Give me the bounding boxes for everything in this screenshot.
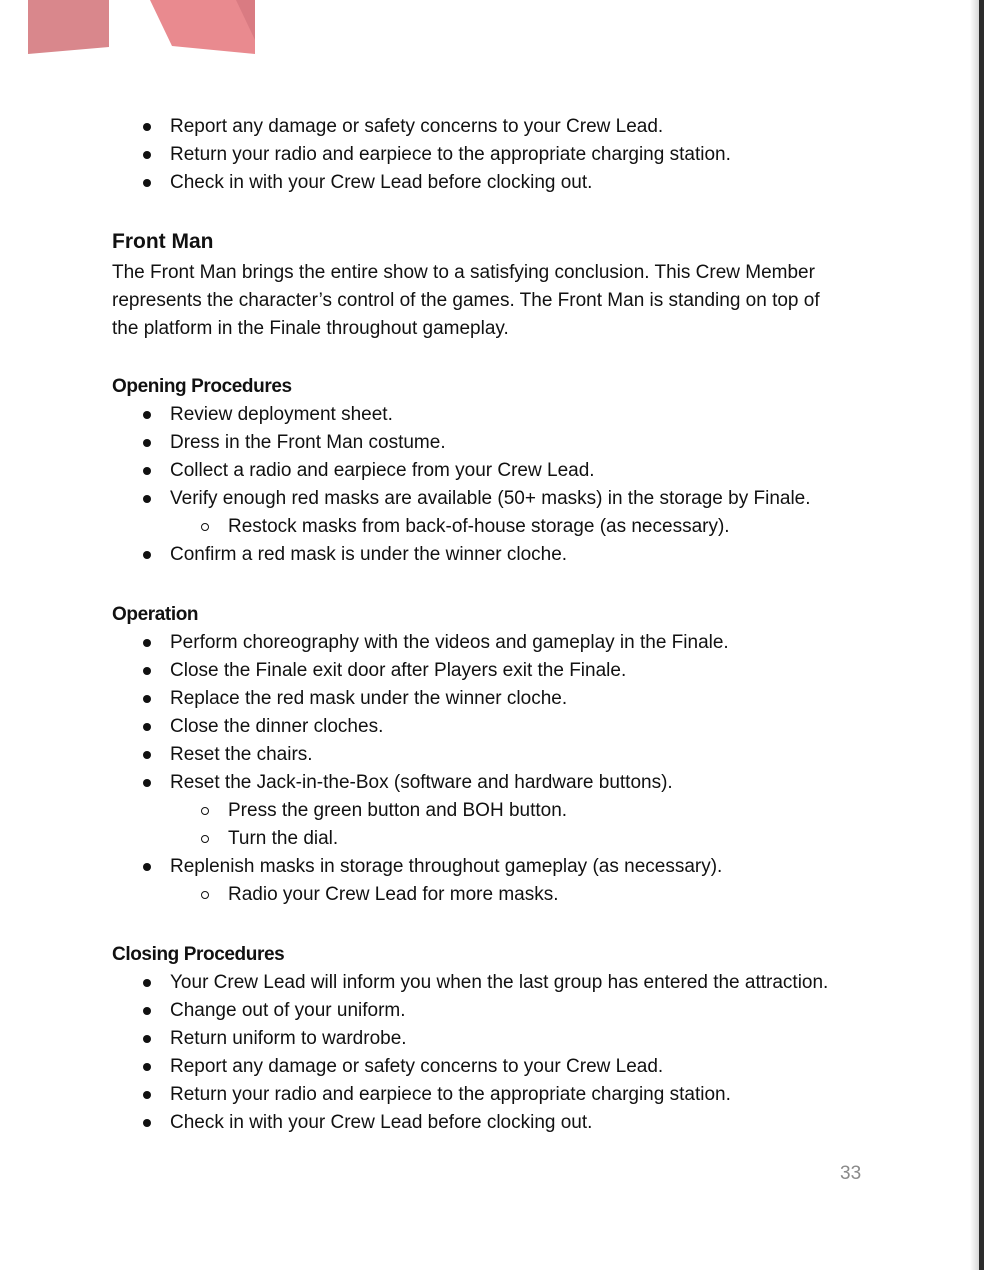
list-item: Return your radio and earpiece to the appropriate charging station. (0, 1081, 984, 1109)
bullet-icon (143, 723, 151, 731)
list-item: Check in with your Crew Lead before clocking out. (0, 169, 984, 197)
hollow-bullet-icon (201, 891, 209, 899)
list-item: Confirm a red mask is under the winner cloche. (0, 541, 984, 569)
sub-list-item: Press the green button and BOH button. (0, 797, 984, 825)
operation-heading: Operation (112, 604, 199, 625)
operation-list (0, 629, 984, 909)
bullet-icon (143, 695, 151, 703)
intro-line: the platform in the Finale throughout gameplay. (112, 318, 509, 339)
page-edge (979, 0, 984, 1270)
sub-list-item: Turn the dial. (0, 825, 984, 853)
list-item: Replenish masks in storage throughout gameplay (as necessary). (0, 853, 984, 881)
section-intro (112, 259, 872, 343)
header-decoration (0, 0, 270, 60)
list-item: Your Crew Lead will inform you when the last group has entered the attraction. (0, 969, 984, 997)
sub-list-item: Radio your Crew Lead for more masks. (0, 881, 984, 909)
bullet-icon (143, 1119, 151, 1127)
decor-shape-left (28, 0, 109, 54)
bullet-icon (143, 1063, 151, 1071)
bullet-icon (143, 551, 151, 559)
bullet-icon (143, 1007, 151, 1015)
list-item: Replace the red mask under the winner cloche. (0, 685, 984, 713)
bullet-icon (143, 495, 151, 503)
opening-procedures-heading: Opening Procedures (112, 376, 292, 397)
list-item: Perform choreography with the videos and gameplay in the Finale. (0, 629, 984, 657)
bullet-icon (143, 467, 151, 475)
list-item: Return uniform to wardrobe. (0, 1025, 984, 1053)
list-item: Review deployment sheet. (0, 401, 984, 429)
list-item: Close the dinner cloches. (0, 713, 984, 741)
intro-line: The Front Man brings the entire show to a satisfying conclusion. This Crew Member (112, 262, 815, 283)
decor-shape-right (150, 0, 255, 54)
list-item: Reset the Jack-in-the-Box (software and hardware buttons). (0, 769, 984, 797)
bullet-icon (143, 179, 151, 187)
sub-list-item: Restock masks from back-of-house storage (as necessary). (0, 513, 984, 541)
bullet-icon (143, 667, 151, 675)
intro-line: represents the character’s control of the games. The Front Man is standing on top of (112, 290, 820, 311)
bullet-icon (143, 1091, 151, 1099)
bullet-icon (143, 639, 151, 647)
hollow-bullet-icon (201, 807, 209, 815)
section-title: Front Man (112, 230, 214, 253)
list-item: Dress in the Front Man costume. (0, 429, 984, 457)
closing-procedures-heading: Closing Procedures (112, 944, 285, 965)
closing-procedures-list (0, 969, 984, 1137)
page-edge-shadow (970, 0, 979, 1270)
list-item: Close the Finale exit door after Players exit the Finale. (0, 657, 984, 685)
hollow-bullet-icon (201, 835, 209, 843)
hollow-bullet-icon (201, 523, 209, 531)
bullet-icon (143, 863, 151, 871)
bullet-icon (143, 751, 151, 759)
list-item: Return your radio and earpiece to the appropriate charging station. (0, 141, 984, 169)
list-item: Report any damage or safety concerns to your Crew Lead. (0, 1053, 984, 1081)
bullet-icon (143, 1035, 151, 1043)
list-item: Change out of your uniform. (0, 997, 984, 1025)
bullet-icon (143, 411, 151, 419)
opening-procedures-list (0, 401, 984, 569)
bullet-icon (143, 779, 151, 787)
list-item: Reset the chairs. (0, 741, 984, 769)
page-number: 33 (840, 1163, 862, 1184)
top-bullet-list (0, 113, 984, 197)
list-item: Collect a radio and earpiece from your Crew Lead. (0, 457, 984, 485)
bullet-icon (143, 979, 151, 987)
bullet-icon (143, 151, 151, 159)
list-item: Check in with your Crew Lead before clocking out. (0, 1109, 984, 1137)
list-item: Verify enough red masks are available (50+ masks) in the storage by Finale. (0, 485, 984, 513)
bullet-icon (143, 123, 151, 131)
bullet-icon (143, 439, 151, 447)
list-item: Report any damage or safety concerns to your Crew Lead. (0, 113, 984, 141)
